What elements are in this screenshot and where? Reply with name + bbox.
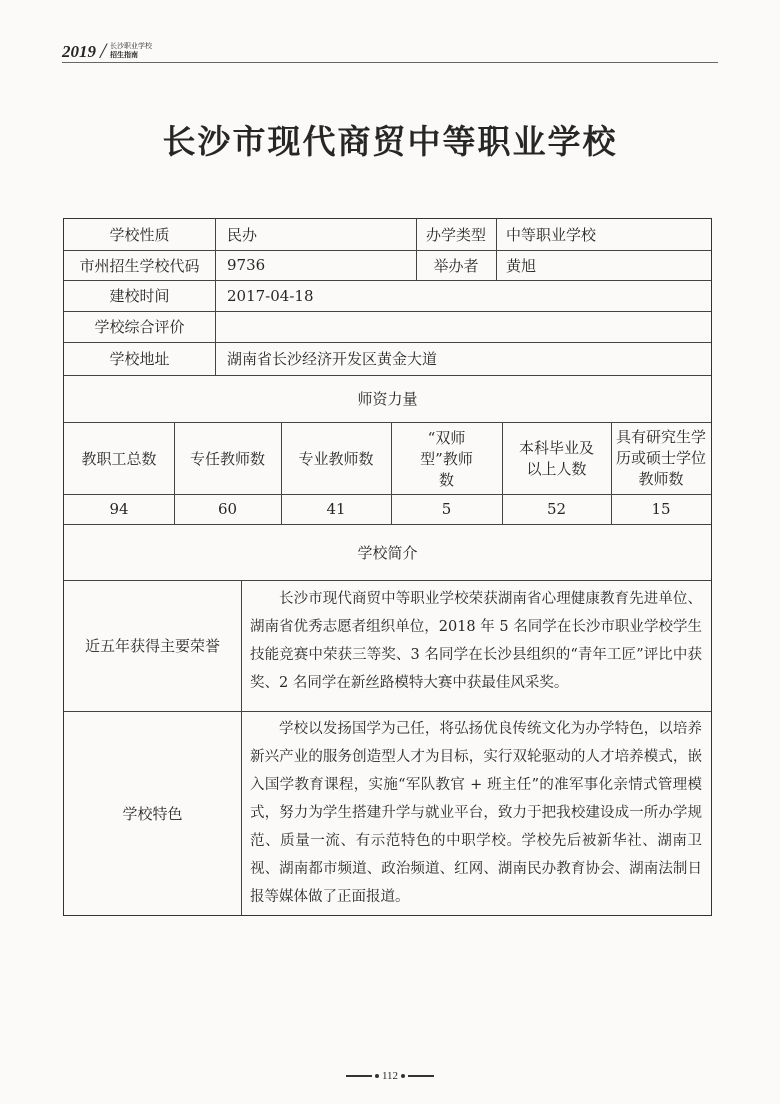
faculty-header-cell: 教职工总数 <box>81 449 157 468</box>
faculty-value-cell: 60 <box>217 500 238 518</box>
address-value: 湖南省长沙经济开发区黄金大道 <box>227 350 438 368</box>
faculty-header-cell: “双师型”教师数 <box>420 428 473 489</box>
founded-value: 2017-04-18 <box>227 286 314 305</box>
footer-dot <box>401 1074 405 1078</box>
founded-label: 建校时间 <box>109 287 170 305</box>
page-title: 长沙市现代商贸中等职业学校 <box>162 122 618 161</box>
nature-label: 学校性质 <box>109 226 170 244</box>
code-label: 市州招生学校代码 <box>79 256 200 275</box>
host-value: 黄旭 <box>506 256 537 275</box>
type-label: 办学类型 <box>425 226 486 244</box>
features-label: 学校特色 <box>122 804 183 823</box>
header-year: 2019 <box>62 42 96 61</box>
footer-rule-right <box>408 1075 434 1077</box>
faculty-header-cell: 专任教师数 <box>189 449 265 468</box>
faculty-header-cell: 专业教师数 <box>298 449 374 468</box>
rating-label: 学校综合评价 <box>94 318 185 336</box>
faculty-value-cell: 5 <box>441 500 452 518</box>
address-label: 学校地址 <box>109 350 170 368</box>
page-number: 112 <box>381 1070 399 1082</box>
header-sub2: 招生指南 <box>110 51 138 59</box>
faculty-header-cell: 具有研究生学历或硕士学位教师数 <box>616 427 707 488</box>
footer-rule-left <box>346 1075 372 1077</box>
rating-value <box>215 311 711 342</box>
header-subtitle <box>110 42 152 60</box>
host-label: 举办者 <box>433 256 479 275</box>
page-footer <box>0 1070 780 1082</box>
intro-section-title: 学校简介 <box>357 543 418 562</box>
honors-label: 近五年获得主要荣誉 <box>84 637 220 655</box>
header-slash: / <box>100 38 107 63</box>
honors-text: 长沙市现代商贸中等职业学校荣获湖南省心理健康教育先进单位、湖南省优秀志愿者组织单位，2018 年 5 名同学在长沙市职业学校学生技能竞赛中荣获三等奖、3 名同学在长沙县组织的“青年工匠”评比中获奖、2 名同学在新丝路模特大赛中获最佳风采奖。 <box>250 591 702 691</box>
faculty-value-cell: 94 <box>109 500 129 518</box>
school-info-table <box>63 218 712 916</box>
faculty-value-cell: 52 <box>546 500 567 518</box>
col-divider <box>241 580 242 915</box>
faculty-header-cell: 本科毕业及以上人数 <box>518 439 594 478</box>
type-value: 中等职业学校 <box>506 226 597 244</box>
nature-value: 民办 <box>227 226 258 244</box>
footer-dot <box>375 1074 379 1078</box>
features-text: 学校以发扬国学为己任，将弘扬优良传统文化为办学特色，以培养新兴产业的服务创造型人才为目标，实行双轮驱动的人才培养模式，嵌入国学教育课程，实施“军队教官 + 班主任”的准军事化亲情式管理模式，努力为学生搭建升学与就业平台，致力于把我校建设成一所办学规范、质量一流、有示范特色的中职学校。学校先后被新华社、湖南卫视、湖南都市频道、政治频道、红网、湖南民办教育协会、湖南法制日报等媒体做了正面报道。 <box>250 721 702 905</box>
faculty-value-cell: 41 <box>326 500 346 518</box>
faculty-section-title: 师资力量 <box>357 390 418 408</box>
code-value: 9736 <box>227 256 266 274</box>
header-rule <box>62 62 718 63</box>
faculty-value-cell: 15 <box>651 500 671 518</box>
header-sub1: 长沙职业学校 <box>110 42 152 50</box>
